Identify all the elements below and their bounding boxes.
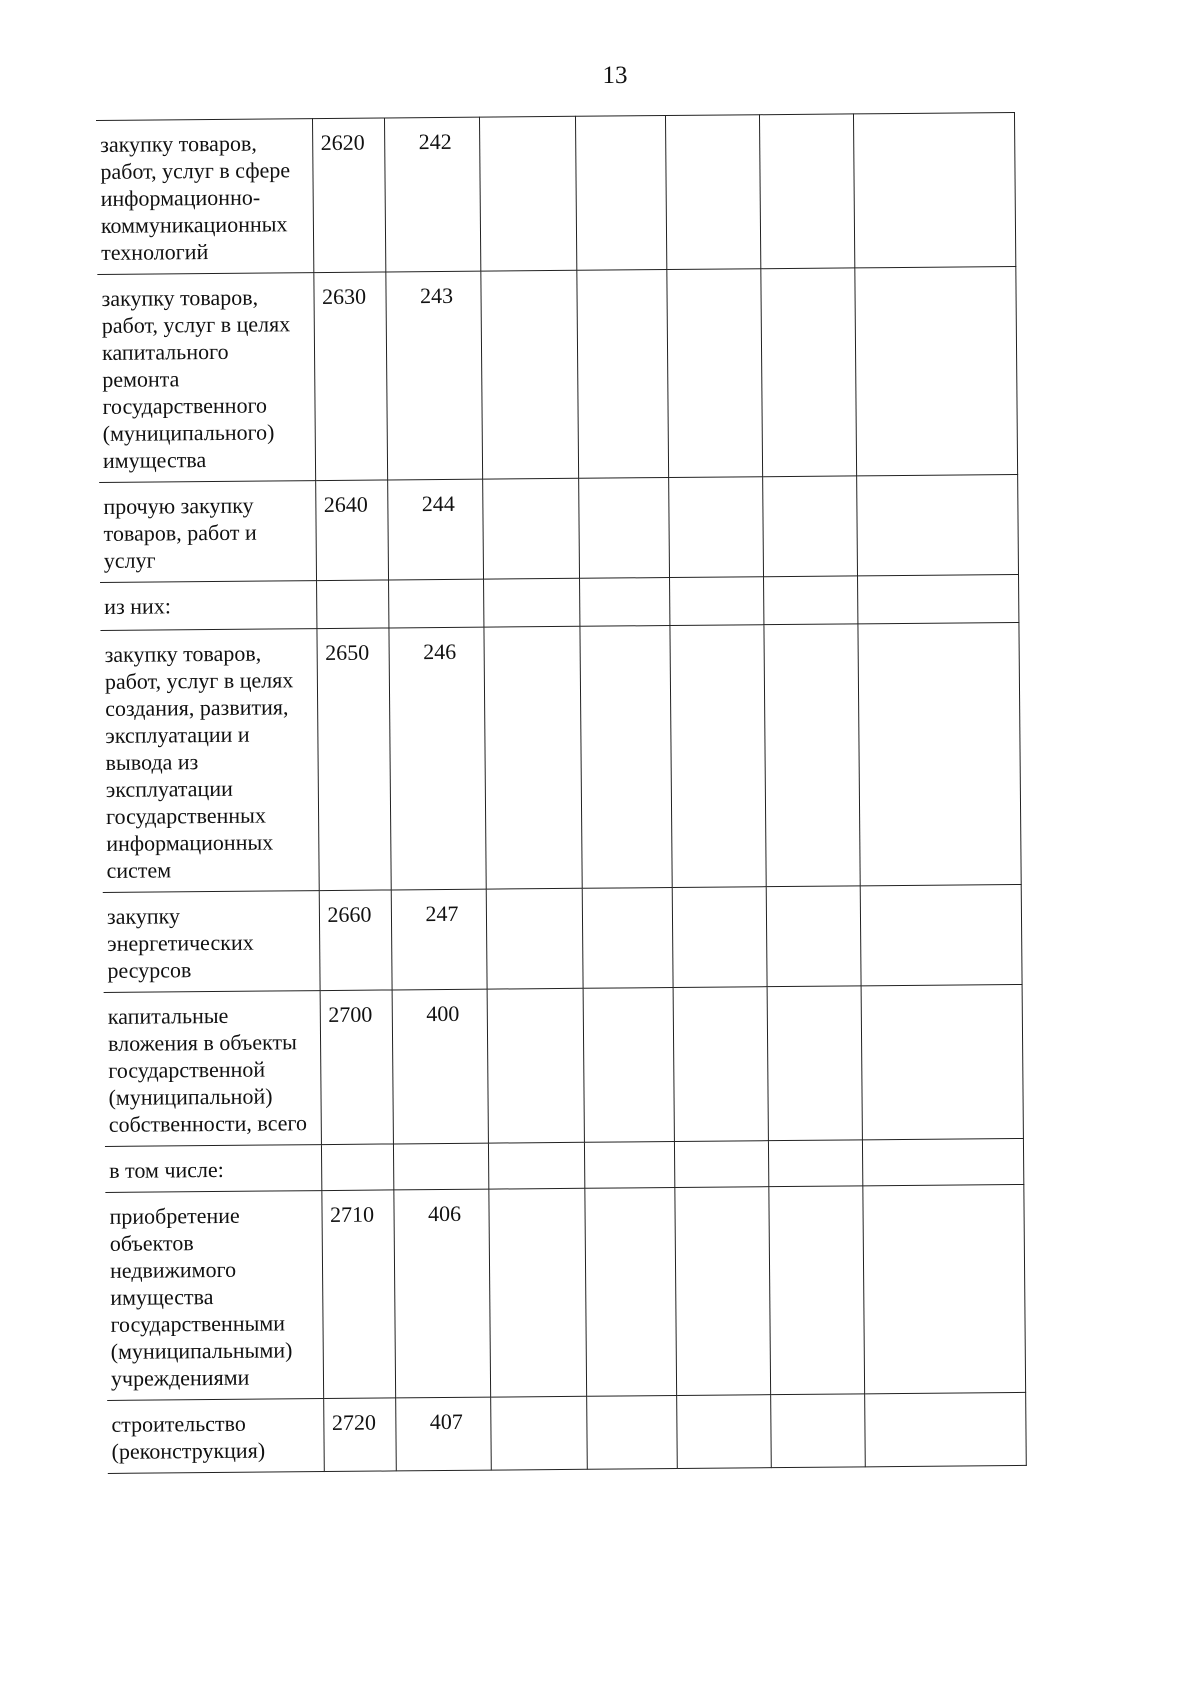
- empty-value-cell: [583, 988, 674, 1143]
- row-kbk-cell: 247: [391, 889, 487, 990]
- empty-value-cell: [576, 270, 668, 479]
- row-name-cell: капитальные вложения в объекты государственной (муниципальной) собственности, всего: [104, 991, 321, 1147]
- row-kbk-cell: 244: [387, 479, 483, 580]
- empty-value-cell: [770, 1394, 865, 1468]
- empty-value-cell: [676, 1395, 771, 1469]
- empty-value-cell: [486, 888, 583, 989]
- row-name-cell: закупку товаров, работ, услуг в целях создания, развития, эксплуатации и вывода из эксплуатации государственных информационных систем: [100, 629, 318, 893]
- row-code-cell: [321, 1144, 393, 1191]
- table-body: [96, 112, 1026, 1473]
- empty-value-cell: [488, 1142, 584, 1189]
- empty-value-cell: [862, 1138, 1023, 1185]
- empty-value-cell: [584, 1187, 676, 1396]
- row-name-cell: прочую закупку товаров, работ и услуг: [99, 481, 316, 583]
- row-kbk-cell: 406: [393, 1189, 490, 1398]
- empty-value-cell: [762, 476, 857, 577]
- empty-value-cell: [582, 888, 673, 989]
- empty-value-cell: [666, 269, 762, 478]
- row-kbk-cell: 400: [392, 989, 488, 1144]
- empty-value-cell: [483, 578, 579, 627]
- empty-value-cell: [584, 1141, 674, 1188]
- empty-value-cell: [669, 625, 765, 888]
- empty-value-cell: [763, 624, 859, 887]
- row-kbk-cell: 242: [384, 117, 480, 272]
- row-code-cell: 2630: [313, 272, 387, 481]
- row-code-cell: 2700: [320, 990, 393, 1145]
- document-sheet: [96, 112, 1026, 1474]
- table-row: [100, 574, 1018, 630]
- empty-value-cell: [668, 477, 763, 578]
- row-name-cell: закупку энергетических ресурсов: [103, 891, 320, 993]
- table-row: [107, 1392, 1026, 1473]
- table-row: [96, 112, 1015, 274]
- empty-value-cell: [579, 626, 671, 889]
- empty-value-cell: [479, 116, 576, 271]
- empty-value-cell: [860, 884, 1022, 985]
- row-kbk-cell: 246: [388, 627, 485, 890]
- row-code-cell: 2660: [319, 890, 392, 991]
- empty-value-cell: [586, 1395, 677, 1469]
- empty-value-cell: [759, 114, 854, 269]
- empty-value-cell: [673, 987, 768, 1142]
- table-row: [105, 1138, 1023, 1192]
- table-row: [105, 1184, 1025, 1400]
- row-name-cell: строительство (реконструкция): [107, 1399, 324, 1474]
- empty-value-cell: [856, 474, 1018, 575]
- row-kbk-cell: 243: [385, 271, 482, 480]
- empty-value-cell: [487, 988, 584, 1143]
- row-name-cell: из них:: [100, 581, 316, 631]
- row-name-cell: в том числе:: [105, 1145, 321, 1193]
- row-name-cell: закупку товаров, работ, услуг в сфере информационно-коммуникационных технологий: [96, 119, 313, 275]
- row-code-cell: 2650: [316, 628, 390, 891]
- empty-value-cell: [760, 268, 856, 477]
- empty-value-cell: [862, 1184, 1025, 1393]
- empty-value-cell: [857, 622, 1020, 885]
- empty-value-cell: [674, 1141, 768, 1188]
- empty-value-cell: [767, 986, 862, 1141]
- empty-value-cell: [854, 266, 1017, 475]
- table-row: [100, 622, 1020, 892]
- row-kbk-cell: 407: [395, 1397, 491, 1471]
- table-row: [97, 266, 1017, 482]
- budget-table: [96, 112, 1026, 1474]
- table-row: [99, 474, 1018, 582]
- empty-value-cell: [488, 1188, 586, 1397]
- empty-value-cell: [672, 887, 767, 988]
- empty-value-cell: [853, 112, 1015, 267]
- row-code-cell: 2720: [323, 1398, 396, 1472]
- empty-value-cell: [575, 116, 666, 271]
- row-name-cell: приобретение объектов недвижимого имущества государственными (муниципальными) учреждениями: [105, 1191, 323, 1401]
- row-code-cell: 2640: [315, 480, 388, 581]
- empty-value-cell: [579, 578, 669, 627]
- page-number: 13: [602, 62, 628, 89]
- empty-value-cell: [669, 577, 763, 626]
- empty-value-cell: [857, 574, 1018, 623]
- empty-value-cell: [483, 626, 581, 889]
- empty-value-cell: [766, 886, 861, 987]
- empty-value-cell: [482, 478, 579, 579]
- table-row: [103, 884, 1022, 992]
- row-kbk-cell: [388, 579, 483, 628]
- row-kbk-cell: [393, 1143, 488, 1190]
- empty-value-cell: [480, 270, 578, 479]
- empty-value-cell: [490, 1396, 587, 1470]
- empty-value-cell: [864, 1392, 1026, 1466]
- empty-value-cell: [578, 478, 669, 579]
- empty-value-cell: [861, 984, 1023, 1139]
- row-code-cell: 2620: [312, 118, 385, 273]
- empty-value-cell: [763, 576, 857, 625]
- empty-value-cell: [768, 1140, 862, 1187]
- table-row: [104, 984, 1023, 1146]
- empty-value-cell: [674, 1187, 770, 1396]
- empty-value-cell: [665, 115, 760, 270]
- row-code-cell: 2710: [321, 1190, 395, 1399]
- row-name-cell: закупку товаров, работ, услуг в целях капитального ремонта государственного (муниципального) имущества: [97, 273, 315, 483]
- row-code-cell: [316, 580, 388, 629]
- empty-value-cell: [768, 1186, 864, 1395]
